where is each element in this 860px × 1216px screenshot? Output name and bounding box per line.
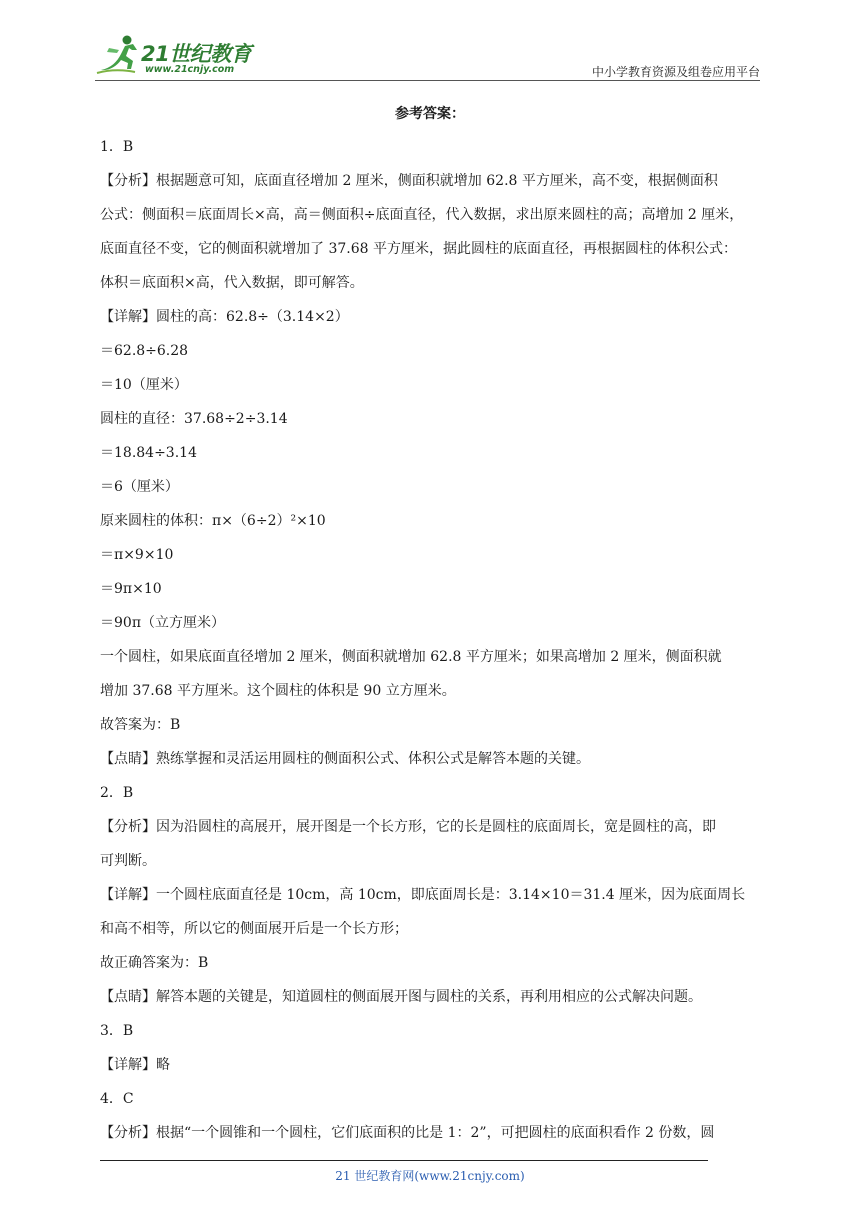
- text-line: ＝62.8÷6.28: [100, 343, 189, 359]
- text-line: 4．C: [100, 1091, 134, 1107]
- text-line: 可判断。: [100, 853, 156, 869]
- text-line: ＝10（厘米）: [100, 377, 188, 393]
- text-line: 【分析】根据“一个圆锥和一个圆柱，它们底面积的比是 1：2”，可把圆柱的底面积看作 2 份数，圆: [100, 1125, 715, 1141]
- footer-divider: [100, 1160, 708, 1161]
- text-line: 【点睛】解答本题的关键是，知道圆柱的侧面展开图与圆柱的关系，再利用相应的公式解决问题。: [100, 989, 702, 1005]
- text-line: 【分析】根据题意可知，底面直径增加 2 厘米，侧面积就增加 62.8 平方厘米，高不变，根据侧面积: [100, 173, 718, 189]
- text-line: 故答案为：B: [100, 717, 181, 733]
- text-line: 1．B: [100, 139, 134, 155]
- site-logo: [95, 34, 265, 76]
- text-line: ＝90π（立方厘米）: [100, 615, 226, 631]
- text-line: 2．B: [100, 785, 134, 801]
- text-line: 圆柱的直径：37.68÷2÷3.14: [100, 411, 288, 427]
- text-line: 3．B: [100, 1023, 134, 1039]
- text-line: ＝6（厘米）: [100, 479, 179, 495]
- page-title: 参考答案：: [395, 106, 465, 122]
- text-line: 和高不相等，所以它的侧面展开后是一个长方形；: [100, 921, 408, 937]
- text-line: 【详解】圆柱的高：62.8÷（3.14×2）: [100, 309, 349, 325]
- text-line: 底面直径不变，它的侧面积就增加了 37.68 平方厘米，据此圆柱的底面直径，再根据圆柱的体积公式：: [100, 241, 737, 257]
- text-line: 公式：侧面积＝底面周长×高，高＝侧面积÷底面直径，代入数据，求出原来圆柱的高；高增加 2 厘米，: [100, 207, 744, 223]
- platform-name: 中小学教育资源及组卷应用平台: [591, 65, 760, 79]
- header-divider: [95, 80, 760, 81]
- text-line: ＝9π×10: [100, 581, 162, 597]
- text-line: 体积＝底面积×高，代入数据，即可解答。: [100, 275, 364, 291]
- text-line: 一个圆柱，如果底面直径增加 2 厘米，侧面积就增加 62.8 平方厘米；如果高增加 2 厘米，侧面积就: [100, 649, 722, 665]
- text-line: 增加 37.68 平方厘米。这个圆柱的体积是 90 立方厘米。: [100, 683, 456, 699]
- text-line: 【分析】因为沿圆柱的高展开，展开图是一个长方形，它的长是圆柱的底面周长，宽是圆柱的高，即: [100, 819, 716, 835]
- text-line: ＝18.84÷3.14: [100, 445, 197, 461]
- text-line: 【详解】略: [100, 1057, 170, 1073]
- page-header: [95, 30, 760, 80]
- text-line: 【详解】一个圆柱底面直径是 10cm，高 10cm，即底面周长是：3.14×10＝31.4 厘米，因为底面周长: [100, 887, 746, 903]
- answer-content: [100, 130, 766, 1150]
- text-line: 故正确答案为：B: [100, 955, 209, 971]
- runner-logo-icon: [95, 34, 145, 74]
- footer-link[interactable]: 21 世纪教育网(www.21cnjy.com): [335, 1169, 525, 1183]
- logo-url: www.21cnjy.com: [145, 64, 235, 75]
- text-line: 原来圆柱的体积：π×（6÷2）²×10: [100, 513, 326, 529]
- logo-name: 21世纪教育: [141, 42, 252, 66]
- text-line: 【点睛】熟练掌握和灵活运用圆柱的侧面积公式、体积公式是解答本题的关键。: [100, 751, 590, 767]
- text-line: ＝π×9×10: [100, 547, 174, 563]
